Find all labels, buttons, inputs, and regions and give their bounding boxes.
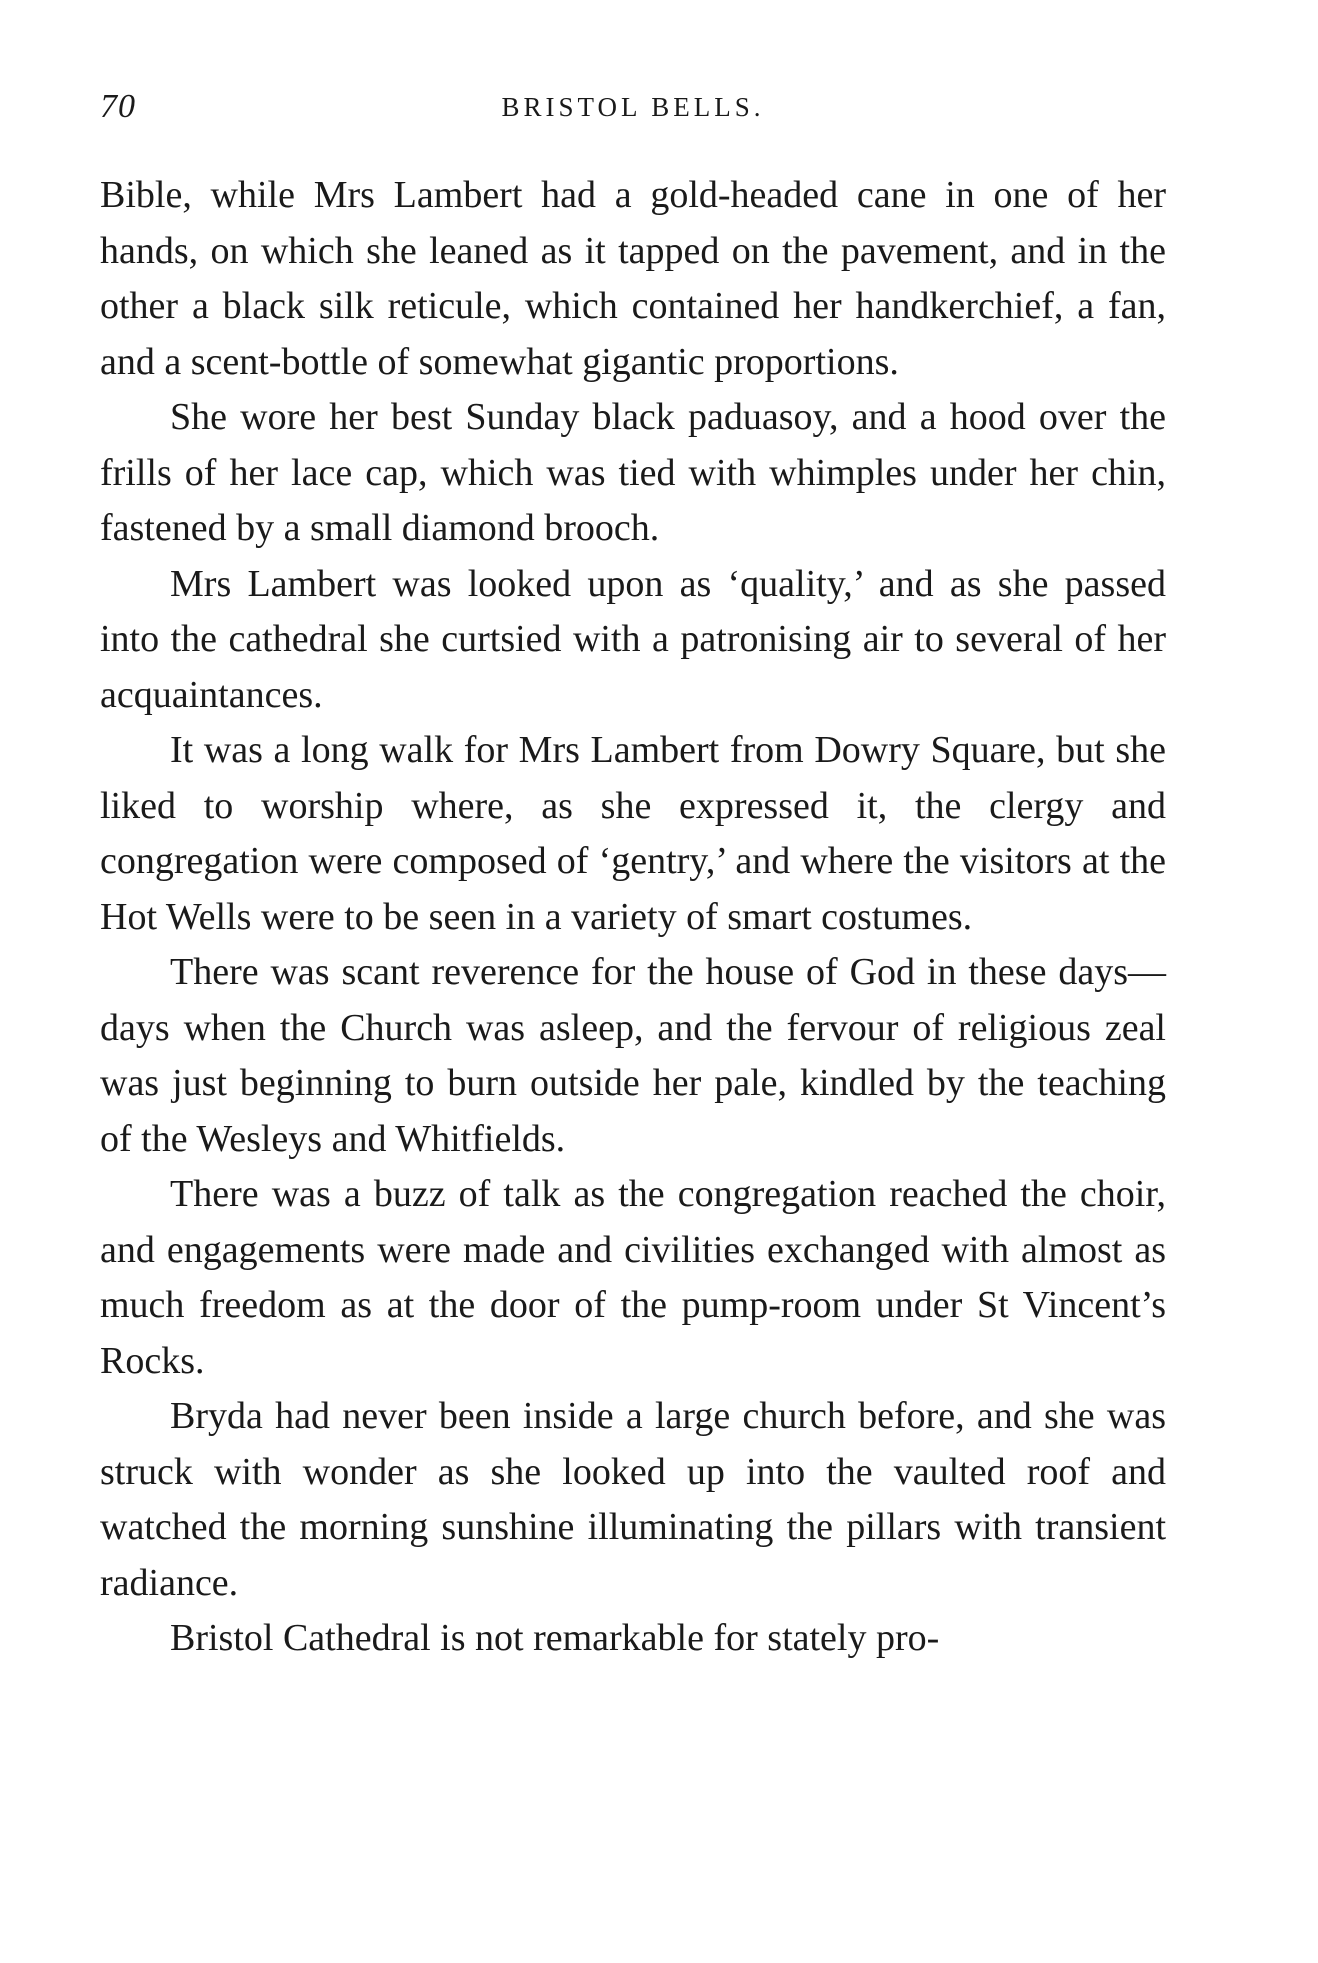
page-number: 70 bbox=[100, 88, 136, 125]
paragraph: Mrs Lambert was looked upon as ‘quality,’ and as she passed into the cathedral she curtsied with a patronising air to several of her acquaintances. bbox=[100, 562, 1166, 716]
body-text bbox=[100, 168, 1166, 1667]
page-header bbox=[100, 88, 1166, 138]
paragraph: She wore her best Sunday black paduasoy, and a hood over the frills of her lace cap, which was tied with whimples under her chin, fastened by a small diamond brooch. bbox=[100, 396, 1166, 549]
paragraph: Bryda had never been inside a large church before, and she was struck with wonder as she looked up into the vaulted roof and watched the morning sunshine illuminating the pillars with transient radiance. bbox=[100, 1395, 1166, 1604]
paragraph: There was a buzz of talk as the congregation reached the choir, and engagements were made and civilities exchanged with almost as much freedom as at the door of the pump-room under St Vincent’s Rocks. bbox=[100, 1173, 1166, 1382]
paragraph: Bible, while Mrs Lambert had a gold-headed cane in one of her hands, on which she leaned as it tapped on the pavement, and in the other a black silk reticule, which contained her handkerchief, a fan, and a scent-bottle of somewhat gigantic proportions. bbox=[100, 174, 1166, 383]
paragraph: Bristol Cathedral is not remarkable for stately pro- bbox=[170, 1617, 940, 1659]
paragraph: There was scant reverence for the house of God in these days—days when the Church was asleep, and the fervour of religious zeal was just beginning to burn outside her pale, kindled by the teaching of the Wesleys and Whitfields. bbox=[100, 951, 1166, 1160]
paragraph: It was a long walk for Mrs Lambert from Dowry Square, but she liked to worship where, as she expressed it, the clergy and congregation were composed of ‘gentry,’ and where the visitors at the Hot Wells were to be seen in a variety of smart costumes. bbox=[100, 729, 1166, 938]
running-head: BRISTOL BELLS. bbox=[501, 92, 765, 122]
